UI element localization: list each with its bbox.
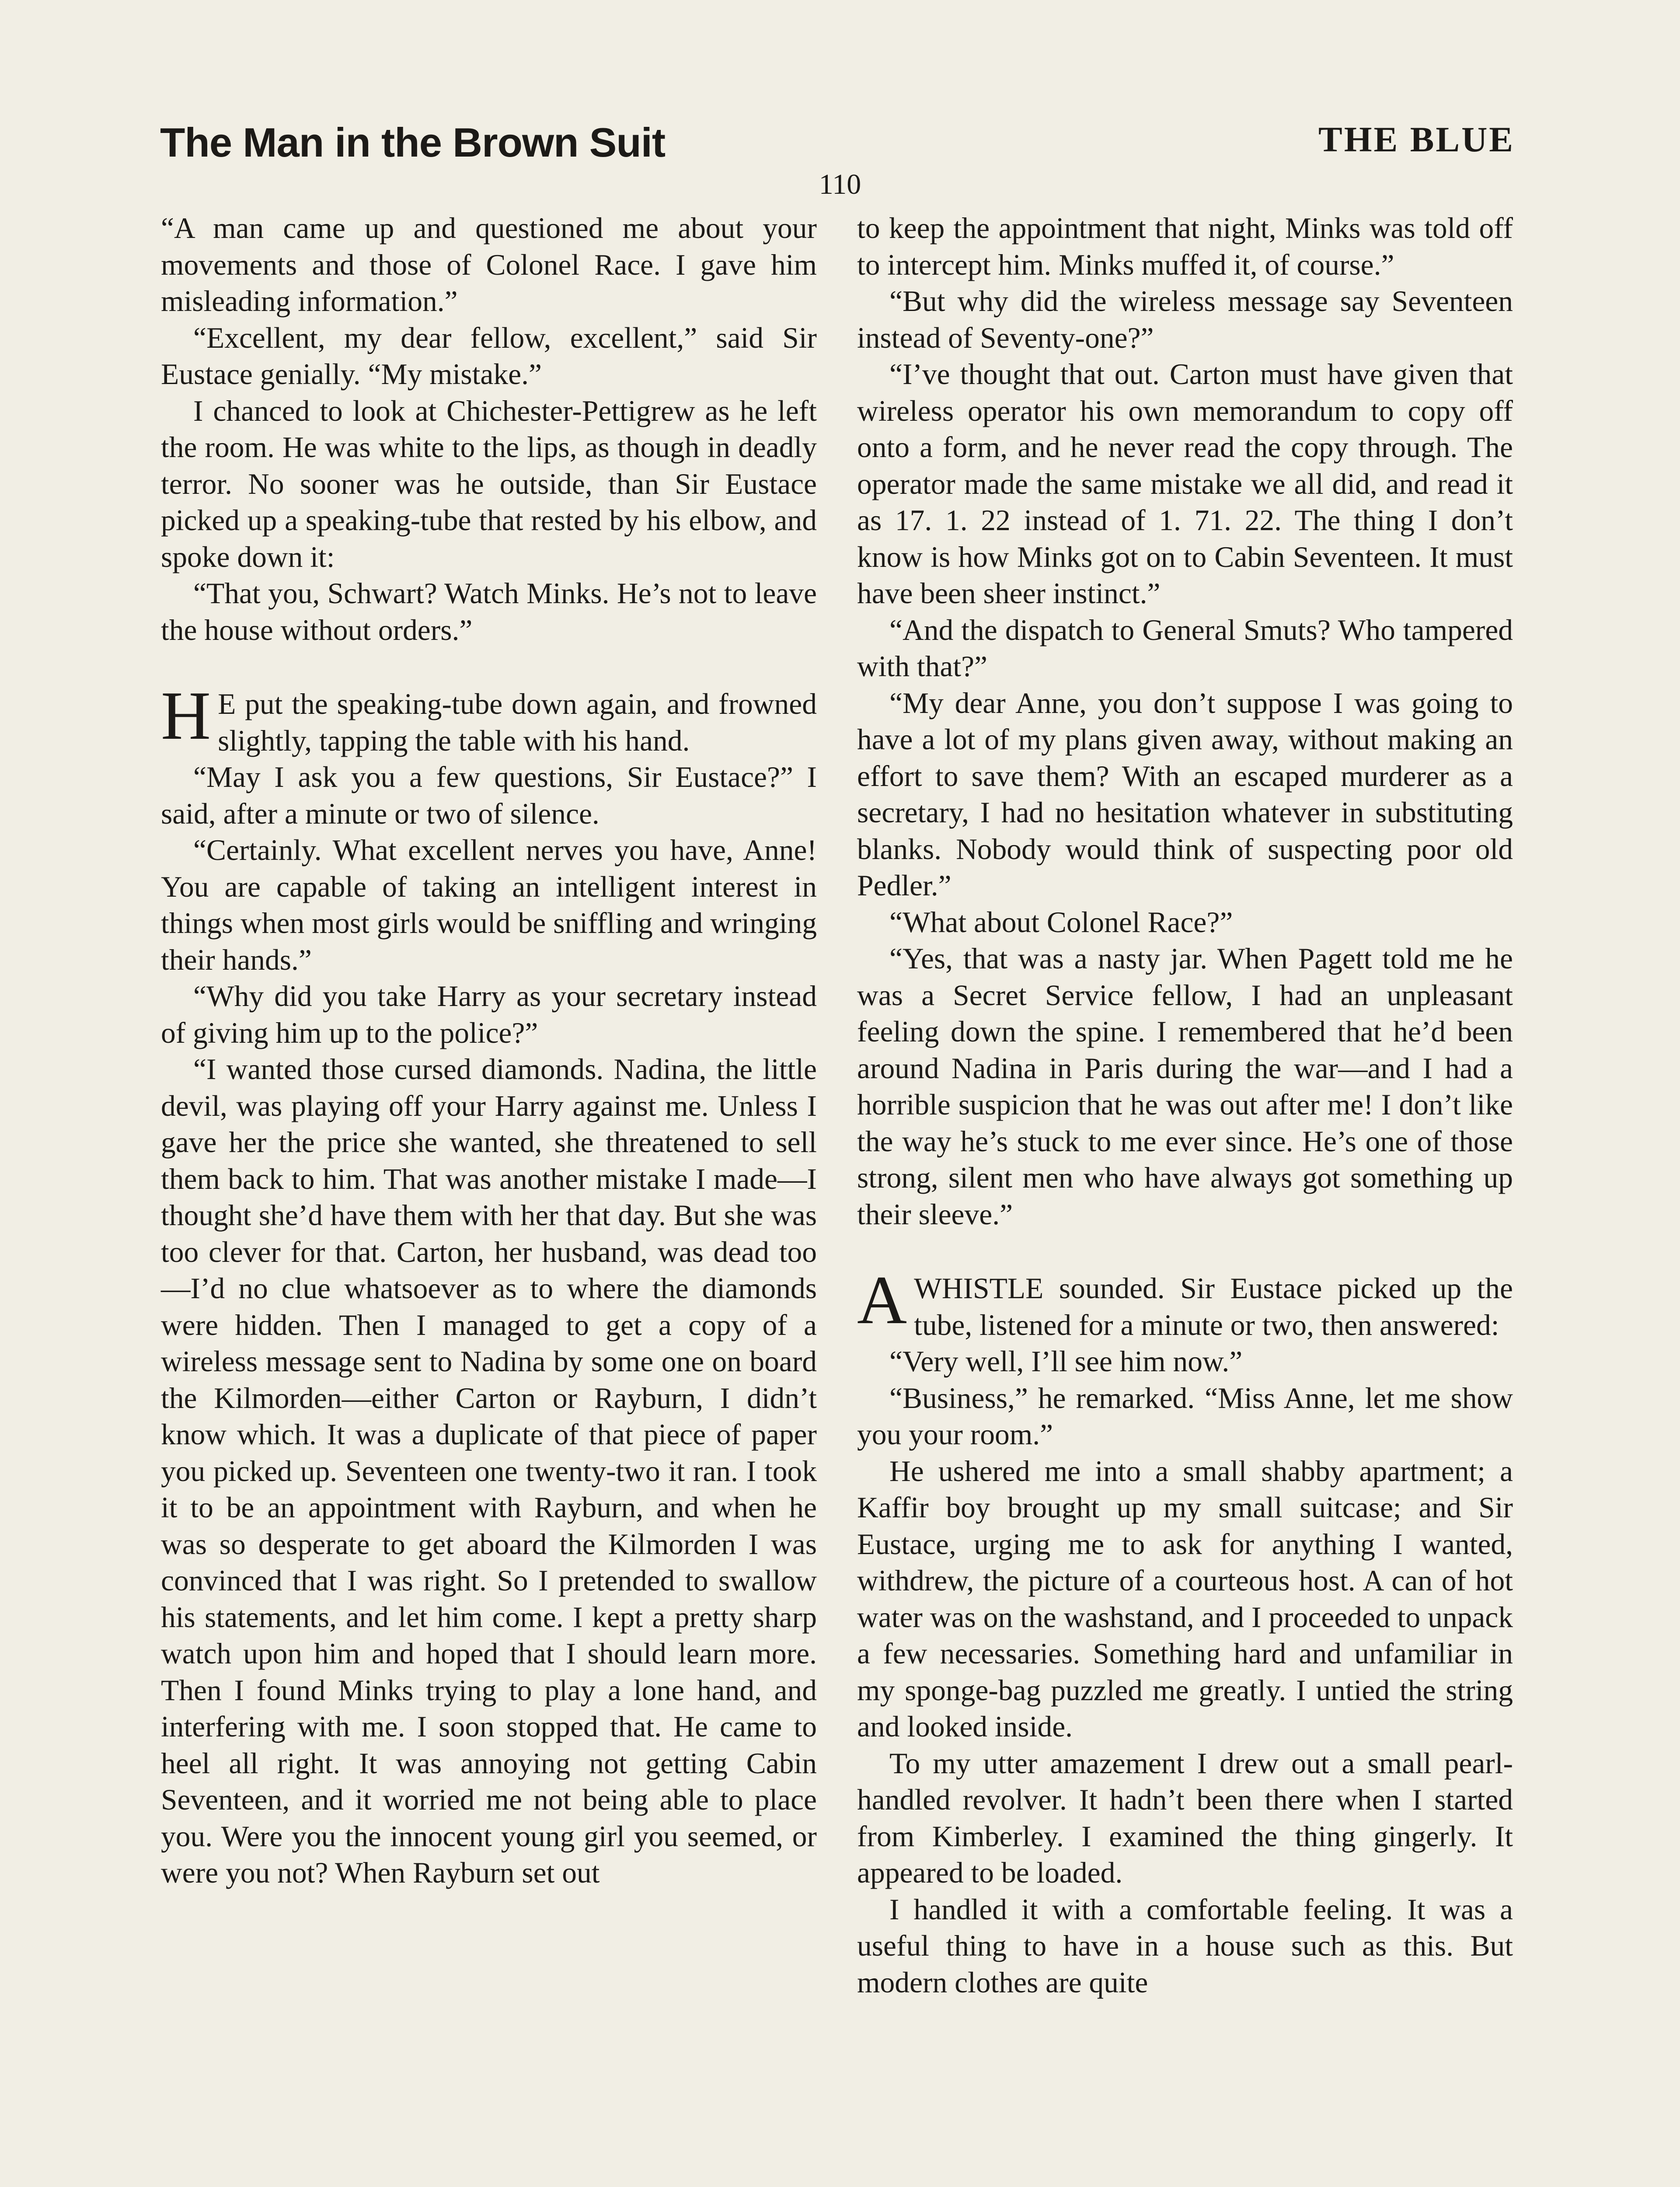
- paragraph: “And the dispatch to General Smuts? Who tampered with that?”: [857, 613, 1513, 683]
- paragraph: “Excellent, my dear fellow, excellent,” said Sir Eustace genially. “My mistake.”: [161, 321, 817, 391]
- paragraph: “My dear Anne, you don’t suppose I was going to have a lot of my plans given away, without making an effort to save them? With an escaped murderer as a secretary, I had no hesitation whatever in substituting blanks. Nobody would think of suspecting poor old Pedler.”: [857, 686, 1513, 902]
- paragraph: “Certainly. What excellent nerves you have, Anne! You are capable of taking an intelligent interest in things when most girls would be sniffling and wringing their hands.”: [161, 834, 817, 976]
- paragraph: He ushered me into a small shabby apartment; a Kaffir boy brought up my small suitcase; and Sir Eustace, urging me to ask for anything I wanted, withdrew, the picture of a courteous host. A can of hot water was on the washstand, and I proceeded to unpack a few necessaries. Something hard and unfamiliar in my sponge-bag puzzled me greatly. I untied the string and looked inside.: [857, 1454, 1513, 1743]
- paragraph: “May I ask you a few questions, Sir Eustace?” I said, after a minute or two of silence.: [161, 761, 817, 830]
- section-opening-paragraph: [857, 1262, 1513, 1343]
- paragraph: “But why did the wireless message say Seventeen instead of Seventy-one?”: [857, 285, 1513, 354]
- paragraph: I handled it with a comfortable feeling. It was a useful thing to have in a house such as this. But modern clothes are quite: [857, 1893, 1513, 1999]
- running-head-title: The Man in the Brown Suit: [160, 119, 666, 165]
- drop-cap: H: [161, 678, 211, 754]
- paragraph-text: E put the speaking-tube down again, and frowned slightly, tapping the table with his hand.: [218, 688, 817, 757]
- paragraph: “I wanted those cursed diamonds. Nadina, the little devil, was playing off your Harry against me. Unless I gave her the price she wanted, she threatened to sell them back to him. That was another mistake I made—I thought she’d have them with her that day. But she was too clever for that. Carton, her husband, was dead too—I’d no clue whatsoever as to where the diamonds were hidden. Then I managed to get a copy of a wireless message sent to Nadina by some one on board the Kilmorden—either Carton or Rayburn, I didn’t know which. It was a duplicate of that piece of paper you picked up. Seventeen one twenty-two it ran. I took it to be an appointment with Rayburn, and when he was so desperate to get aboard the Kilmorden I was convinced that I was right. So I pretended to swallow his statements, and let him come. I kept a pretty sharp watch upon him and hoped that I should learn more. Then I found Minks trying to play a lone hand, and interfering with me. I soon stopped that. He came to heel all right. It was annoying not getting Cabin Seventeen, and it worried me not being able to place you. Were you the innocent young girl you seemed, or were you not? When Rayburn set out: [161, 1053, 817, 1889]
- drop-cap: A: [857, 1262, 907, 1338]
- paragraph: To my utter amazement I drew out a small pearl-handled revolver. It hadn’t been there when I started from Kimberley. I examined the thing gingerly. It appeared to be loaded.: [857, 1747, 1513, 1889]
- paragraph: I chanced to look at Chichester-Pettigrew as he left the room. He was white to the lips, as though in deadly terror. No sooner was he outside, than Sir Eustace picked up a speaking-tube that rested by his elbow, and spoke down it:: [161, 394, 817, 573]
- paragraph: “Yes, that was a nasty jar. When Pagett told me he was a Secret Service fellow, I had an unpleasant feeling down the spine. I remembered that he’d been around Nadina in Paris during the war—and I had a horrible suspicion that he was out after me! I don’t like the way he’s stuck to me ever since. He’s one of those strong, silent men who have always got something up their sleeve.”: [857, 942, 1513, 1231]
- paragraph: “That you, Schwart? Watch Minks. He’s not to leave the house without orders.”: [161, 577, 817, 646]
- paragraph: “Business,” he remarked. “Miss Anne, let me show you your room.”: [857, 1381, 1513, 1451]
- continued-paragraph: “A man came up and questioned me about your movements and those of Colonel Race. I gave him misleading information.”: [161, 212, 817, 318]
- left-column: [161, 210, 817, 1891]
- running-head-magazine: THE BLUE: [1318, 119, 1515, 159]
- paragraph: “What about Colonel Race?”: [889, 905, 1233, 939]
- paragraph: “I’ve thought that out. Carton must have given that wireless operator his own memorandum to copy off onto a form, and he never read the copy through. The operator made the same mistake we all did, and read it as 17. 1. 22 instead of 1. 71. 22. The thing I don’t know is how Minks got on to Cabin Seventeen. It must have been sheer instinct.”: [857, 358, 1513, 610]
- continued-paragraph: to keep the appointment that night, Minks was told off to intercept him. Minks muffed it, of course.”: [857, 212, 1513, 281]
- paragraph: “Very well, I’ll see him now.”: [889, 1345, 1243, 1378]
- paragraph: “Why did you take Harry as your secretary instead of giving him up to the police?”: [161, 980, 817, 1049]
- section-opening-paragraph: [161, 678, 817, 759]
- paragraph-text: WHISTLE sounded. Sir Eustace picked up the tube, listened for a minute or two, then answered:: [914, 1272, 1513, 1342]
- right-column: [857, 210, 1513, 2001]
- page-number: 110: [819, 168, 861, 200]
